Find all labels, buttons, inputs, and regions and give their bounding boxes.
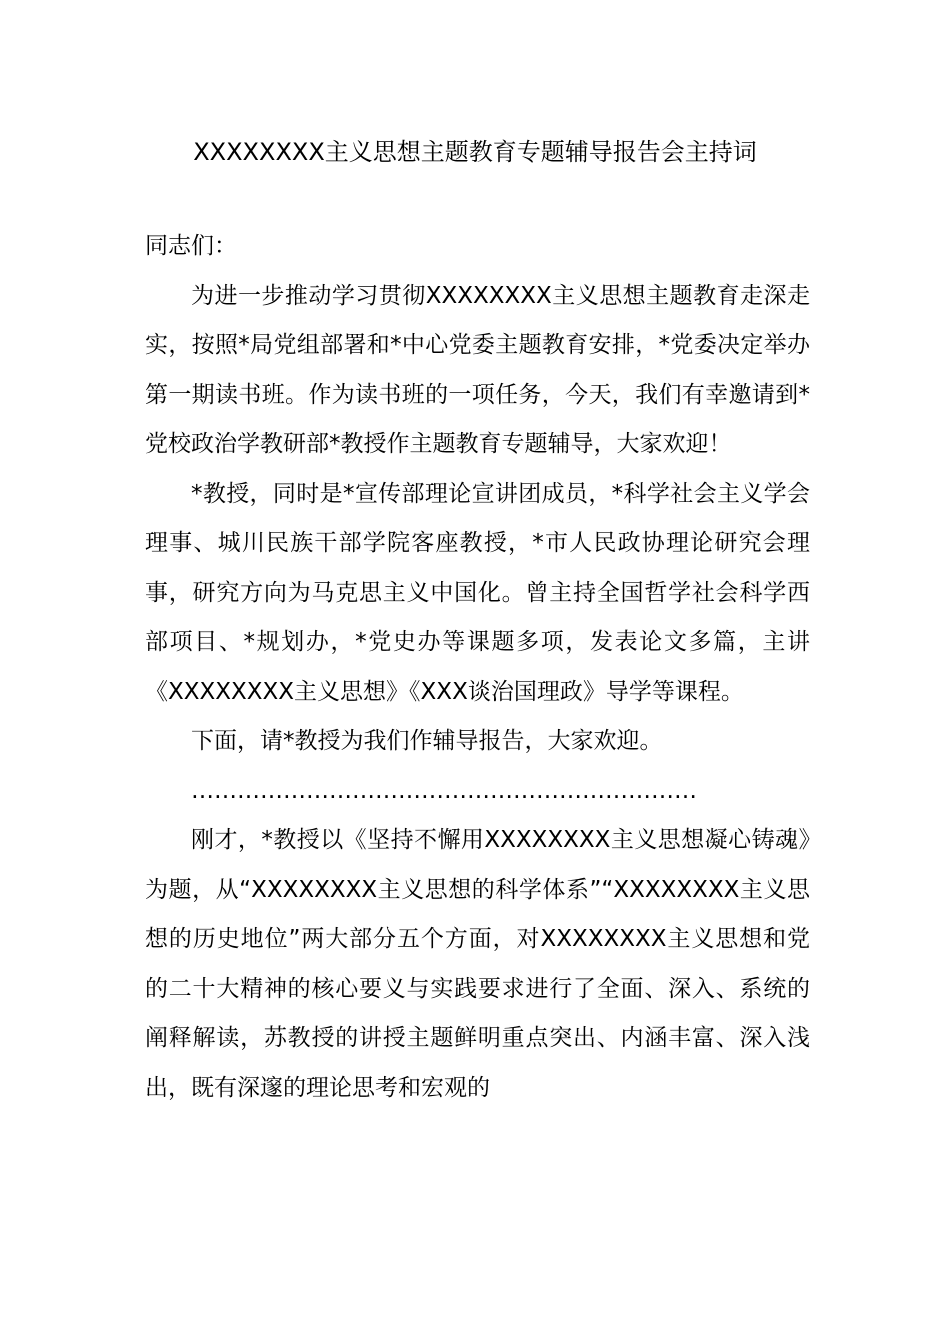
paragraph-speaker-bio: *教授，同时是*宣传部理论宣讲团成员，*科学社会主义学会理事、城川民族干部学院客座教授，*市人民政协理论研究会理事，研究方向为马克思主义中国化。曾主持全国哲学社会科学西部项目、*规划办，*党史办等课题多项，发表论文多篇，主讲《XXXXXXXX主义思想》《XXX谈治国理政》导学等课程。: [145, 480, 810, 705]
paragraph-closing: 刚才，*教授以《坚持不懈用XXXXXXXX主义思想凝心铸魂》为题，从“XXXXXXXX主义思想的科学体系”“XXXXXXXX主义思想的历史地位”两大部分五个方面，对XXXXXXXX主义思想和党的二十大精神的核心要义与实践要求进行了全面、深入、系统的阐释解读，苏教授的讲授主题鲜明重点突出、内涵丰富、深入浅出，既有深邃的理论思考和宏观的: [145, 827, 810, 1101]
salutation: 同志们：: [145, 233, 237, 259]
paragraph-intro: 为进一步推动学习贯彻XXXXXXXX主义思想主题教育走深走实，按照*局党组部署和*中心党委主题教育安排，*党委决定举办第一期读书班。作为读书班的一项任务，今天，我们有幸邀请到*党校政治学教研部*教授作主题教育专题辅导，大家欢迎！: [145, 282, 810, 457]
document-title: XXXXXXXX主义思想主题教育专题辅导报告会主持词: [193, 138, 757, 166]
separator-dots: …………………………………………………………: [191, 777, 697, 804]
document-body: [145, 222, 810, 1113]
paragraph-welcome: 下面，请*教授为我们作辅导报告，大家欢迎。: [191, 728, 663, 754]
